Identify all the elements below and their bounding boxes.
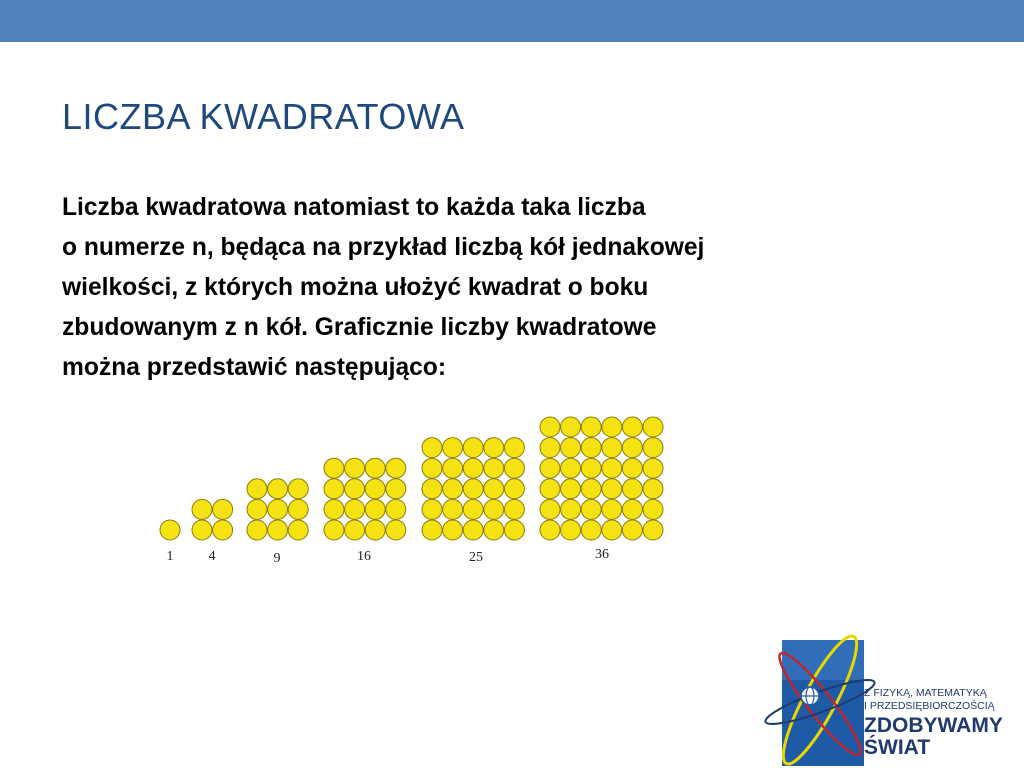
- square-circle: [463, 438, 483, 458]
- square-circle: [540, 417, 560, 437]
- square-circle: [324, 458, 344, 478]
- square-circle: [504, 458, 524, 478]
- square-circle: [484, 499, 504, 519]
- logo-text-line1: Z FIZYKĄ, MATEMATYKĄ: [864, 687, 987, 699]
- square-circle: [581, 479, 601, 499]
- square-circle: [213, 520, 233, 540]
- globe-icon: [801, 687, 819, 705]
- square-circle: [324, 499, 344, 519]
- square-circle: [540, 438, 560, 458]
- square-circle: [288, 499, 308, 519]
- square-circle: [463, 458, 483, 478]
- square-circle: [622, 438, 642, 458]
- paragraph-line: Liczba kwadratowa natomiast to każda taka liczba: [62, 194, 646, 221]
- square-circle: [324, 520, 344, 540]
- square-number-label: 1: [166, 549, 174, 564]
- square-circle: [561, 458, 581, 478]
- square-circle: [602, 458, 622, 478]
- square-circle: [540, 520, 560, 540]
- paragraph-line: wielkości, z których można ułożyć kwadrat o boku: [62, 274, 649, 301]
- square-circle: [484, 520, 504, 540]
- square-circle: [288, 479, 308, 499]
- square-circle: [422, 479, 442, 499]
- square-number-label: 36: [595, 547, 609, 562]
- square-circle: [602, 520, 622, 540]
- square-circle: [463, 520, 483, 540]
- paragraph-line: zbudowanym z n kół. Graficznie liczby kwadratowe: [62, 314, 657, 341]
- square-circle: [484, 458, 504, 478]
- square-circle: [386, 479, 406, 499]
- square-circle: [484, 479, 504, 499]
- square-circle: [561, 499, 581, 519]
- square-circle: [622, 520, 642, 540]
- square-circle: [443, 438, 463, 458]
- square-circle: [247, 520, 267, 540]
- square-circle: [268, 479, 288, 499]
- square-circle: [268, 520, 288, 540]
- square-circle: [602, 438, 622, 458]
- logo-text-line4: ŚWIAT: [864, 736, 931, 759]
- square-circle: [643, 520, 663, 540]
- logo-text-line3: ZDOBYWAMY: [864, 714, 1003, 737]
- square-circle: [581, 438, 601, 458]
- square-circle: [443, 499, 463, 519]
- square-circle: [622, 417, 642, 437]
- square-circle: [192, 520, 212, 540]
- square-circle: [345, 479, 365, 499]
- square-circle: [602, 479, 622, 499]
- square-number-label: 25: [469, 550, 483, 565]
- square-number-label: 9: [273, 551, 281, 566]
- square-circle: [247, 499, 267, 519]
- square-circle: [643, 458, 663, 478]
- square-circle: [484, 438, 504, 458]
- square-circle: [581, 458, 601, 478]
- square-circle: [581, 499, 601, 519]
- square-circle: [643, 438, 663, 458]
- square-circle: [561, 520, 581, 540]
- square-circle: [463, 479, 483, 499]
- square-circle: [268, 499, 288, 519]
- square-circle: [365, 520, 385, 540]
- project-logo: [760, 620, 1024, 768]
- square-circle: [443, 458, 463, 478]
- square-circle: [324, 479, 344, 499]
- square-circle: [504, 479, 524, 499]
- square-circle: [504, 499, 524, 519]
- logo-text-line2: I PRZEDSIĘBIORCZOŚCIĄ: [864, 700, 995, 712]
- square-number-label: 4: [208, 549, 216, 564]
- slide-title: LICZBA KWADRATOWA: [62, 96, 465, 137]
- square-circle: [643, 479, 663, 499]
- square-circle: [365, 458, 385, 478]
- square-circle: [602, 499, 622, 519]
- square-circle: [345, 520, 365, 540]
- square-circle: [386, 499, 406, 519]
- square-circle: [386, 520, 406, 540]
- square-circle: [345, 499, 365, 519]
- square-circle: [422, 499, 442, 519]
- square-circle: [192, 499, 212, 519]
- paragraph-line: o numerze n, będąca na przykład liczbą kół jednakowej: [62, 234, 705, 261]
- square-circle: [622, 499, 642, 519]
- square-circle: [540, 479, 560, 499]
- square-circle: [561, 479, 581, 499]
- square-circle: [643, 499, 663, 519]
- square-circle: [422, 520, 442, 540]
- square-circle: [540, 499, 560, 519]
- square-circle: [540, 458, 560, 478]
- square-circle: [581, 520, 601, 540]
- square-circle: [160, 520, 180, 540]
- square-circle: [561, 417, 581, 437]
- square-circle: [622, 479, 642, 499]
- square-circle: [643, 417, 663, 437]
- square-circle: [581, 417, 601, 437]
- square-circle: [213, 499, 233, 519]
- square-number-label: 16: [357, 549, 371, 564]
- square-circle: [622, 458, 642, 478]
- square-circle: [602, 417, 622, 437]
- square-circle: [422, 438, 442, 458]
- square-circle: [463, 499, 483, 519]
- paragraph-line: można przedstawić następująco:: [62, 354, 447, 381]
- square-circle: [288, 520, 308, 540]
- square-circle: [365, 479, 385, 499]
- square-circle: [365, 499, 385, 519]
- square-circle: [443, 520, 463, 540]
- square-circle: [345, 458, 365, 478]
- square-circle: [422, 458, 442, 478]
- square-circle: [561, 438, 581, 458]
- square-circle: [504, 438, 524, 458]
- square-circle: [386, 458, 406, 478]
- square-circle: [504, 520, 524, 540]
- square-circle: [247, 479, 267, 499]
- square-circle: [443, 479, 463, 499]
